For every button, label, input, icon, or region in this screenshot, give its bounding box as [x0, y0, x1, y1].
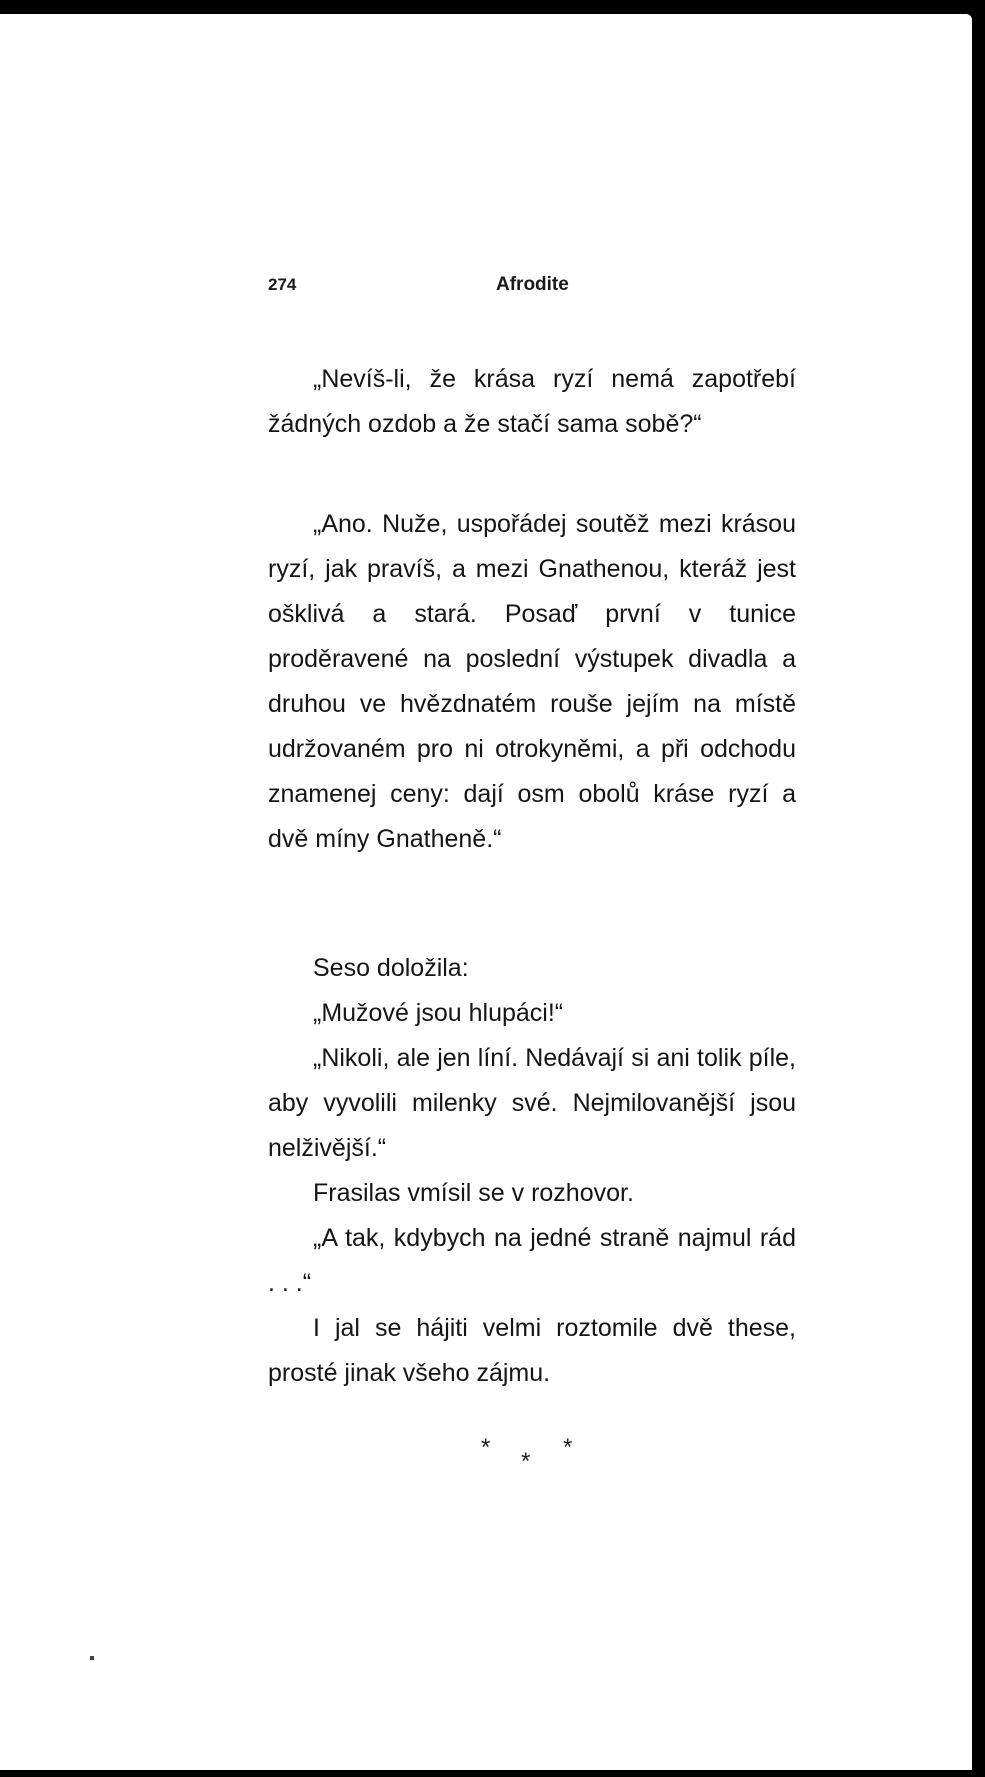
asterisk: *	[481, 1434, 491, 1461]
page-number: 274	[268, 275, 297, 294]
paragraph-block-3	[268, 946, 796, 1396]
section-break-asterisks	[475, 1434, 585, 1484]
paragraph: „Ano. Nuže, uspořádej soutěž mezi krásou ryzí, jak pravíš, a mezi Gnathenou, kteráž jest ošklivá a stará. Posaď první v tunice proděravené na poslední výstupek divadla a druhou ve hvězdnatém rouše jejím na místě udržovaném pro ni otrokyněmi, a při odchodu znamenej ceny: dají osm obolů kráse ryzí a dvě míny Gnatheně.“	[268, 510, 796, 853]
paragraph: „Nikoli, ale jen líní. Nedávají si ani tolik píle, aby vyvolili milenky své. Nejmilovanější jsou nelživější.“	[268, 1044, 796, 1162]
running-title: Afrodite	[496, 274, 569, 295]
asterisk: *	[521, 1448, 531, 1475]
scan-edge-mark	[585, 0, 885, 14]
page-header	[0, 271, 972, 301]
scan-speck	[90, 1656, 94, 1660]
asterisk: *	[563, 1434, 573, 1461]
paragraph-block-2	[268, 502, 796, 862]
paragraph: Seso doložila:	[313, 954, 469, 982]
paragraph: „Nevíš-li, že krása ryzí nemá zapotřebí žádných ozdob a že stačí sama sobě?“	[268, 365, 796, 438]
paragraph-block-1	[268, 357, 796, 447]
paragraph: „A tak, kdybych na jedné straně najmul rád . . .“	[268, 1224, 796, 1297]
paragraph: Frasilas vmísil se v rozhovor.	[313, 1179, 634, 1207]
book-page	[0, 14, 972, 1770]
paragraph: „Mužové jsou hlupáci!“	[313, 999, 564, 1027]
paragraph: I jal se hájiti velmi roztomile dvě these, prosté jinak všeho zájmu.	[268, 1314, 796, 1387]
